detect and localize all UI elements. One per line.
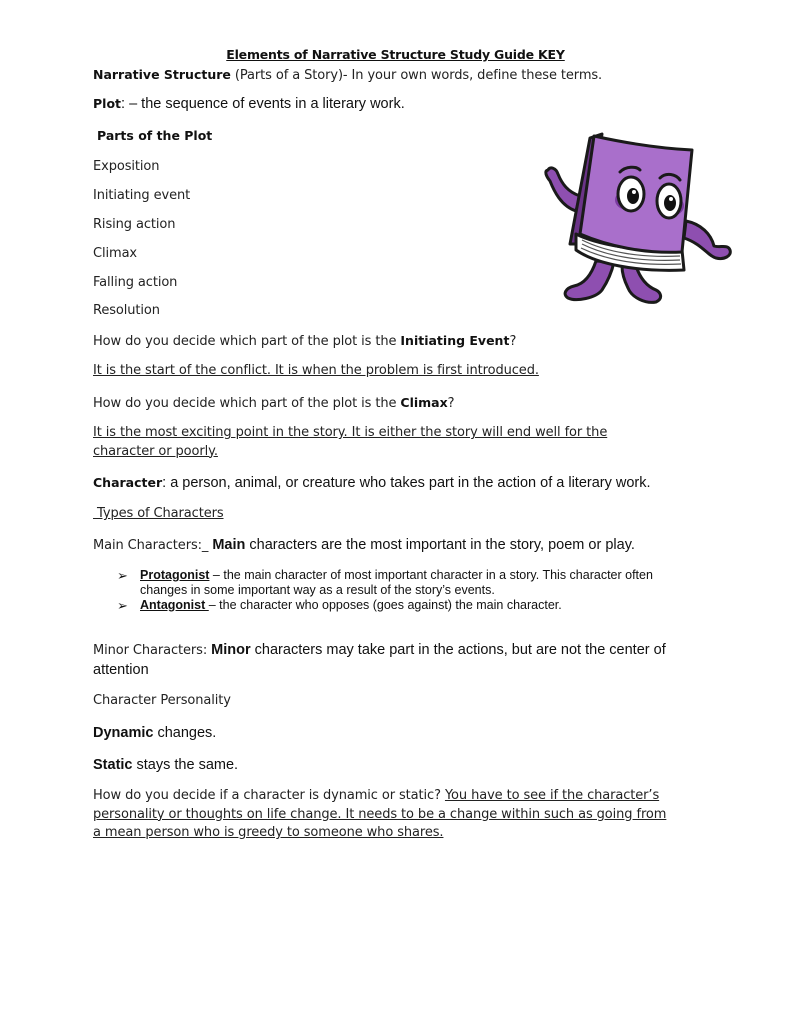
answer-climax: It is the most exciting point in the story. It is either the story will end well for the character or poorly. bbox=[93, 425, 608, 459]
plot-part-climax: Climax bbox=[93, 246, 138, 261]
plot-part-resolution: Resolution bbox=[93, 303, 160, 318]
main-term: Main bbox=[212, 537, 246, 553]
antagonist-bullet bbox=[140, 598, 700, 613]
question-climax bbox=[93, 394, 454, 412]
dynamic-term: Dynamic bbox=[93, 725, 154, 741]
main-label: Main Characters:_ bbox=[93, 538, 213, 553]
protagonist-term: Protagonist bbox=[140, 568, 210, 582]
page-title: Elements of Narrative Structure Study Guide KEY bbox=[226, 47, 565, 62]
minor-label: Minor Characters: bbox=[93, 643, 212, 658]
question-text: How do you decide if a character is dynamic or static? bbox=[93, 788, 445, 803]
intro-term: Narrative Structure bbox=[93, 67, 231, 82]
plot-term: Plot bbox=[93, 96, 122, 111]
book-left-leg bbox=[565, 261, 614, 300]
static-line bbox=[93, 756, 238, 774]
plot-definition bbox=[93, 95, 405, 113]
intro-line bbox=[93, 66, 602, 84]
antagonist-term: Antagonist bbox=[140, 598, 209, 612]
protagonist-text: – the main character of most important character in a story. This character often changes in some important way as a result of the story’s events. bbox=[140, 568, 653, 597]
static-term: Static bbox=[93, 757, 133, 773]
bullet-arrow-icon: ➢ bbox=[117, 598, 128, 613]
question-initiating-event bbox=[93, 332, 516, 350]
question-mark: ? bbox=[509, 334, 517, 349]
answer-dynamic-static: You have to see if the character’s personality or thoughts on life change. It needs to be a change within such as going from a mean person who is greedy to someone who shares. bbox=[93, 788, 667, 840]
bullet-arrow-icon: ➢ bbox=[117, 568, 128, 583]
character-definition bbox=[93, 474, 651, 492]
dynamic-text: changes. bbox=[153, 725, 217, 741]
main-characters-line bbox=[93, 536, 635, 554]
dynamic-line bbox=[93, 724, 216, 742]
parts-heading: Parts of the Plot bbox=[97, 128, 213, 143]
question-term: Climax bbox=[400, 395, 448, 410]
question-dynamic-static bbox=[93, 787, 671, 843]
personality-heading: Character Personality bbox=[93, 693, 231, 708]
minor-text: characters may take part in the actions, but are not the center of attention bbox=[93, 642, 666, 678]
answer-initiating-event: It is the start of the conflict. It is when the problem is first introduced. bbox=[93, 363, 539, 378]
intro-text: (Parts of a Story)- In your own words, define these terms. bbox=[230, 68, 603, 83]
protagonist-bullet bbox=[140, 568, 700, 597]
plot-part-rising-action: Rising action bbox=[93, 217, 176, 232]
question-term: Initiating Event bbox=[400, 333, 510, 348]
character-text: : a person, animal, or creature who takes part in the action of a literary work. bbox=[162, 475, 651, 491]
types-heading: Types of Characters bbox=[93, 506, 224, 521]
character-term: Character bbox=[93, 475, 163, 490]
plot-part-falling-action: Falling action bbox=[93, 275, 178, 290]
plot-text: : – the sequence of events in a literary work. bbox=[121, 96, 405, 112]
book-left-arm bbox=[546, 168, 580, 211]
antagonist-text: – the character who opposes (goes against) the main character. bbox=[208, 598, 562, 612]
minor-characters-line bbox=[93, 641, 683, 679]
question-mark: ? bbox=[447, 396, 455, 411]
book-right-arm bbox=[684, 221, 730, 259]
book-mascot-illustration bbox=[536, 126, 736, 311]
static-text: stays the same. bbox=[132, 757, 239, 773]
question-text: How do you decide which part of the plot is the bbox=[93, 396, 401, 411]
main-text: characters are the most important in the story, poem or play. bbox=[245, 537, 635, 553]
minor-term: Minor bbox=[211, 642, 251, 658]
question-text: How do you decide which part of the plot is the bbox=[93, 334, 401, 349]
plot-part-initiating-event: Initiating event bbox=[93, 188, 191, 203]
plot-part-exposition: Exposition bbox=[93, 159, 160, 174]
